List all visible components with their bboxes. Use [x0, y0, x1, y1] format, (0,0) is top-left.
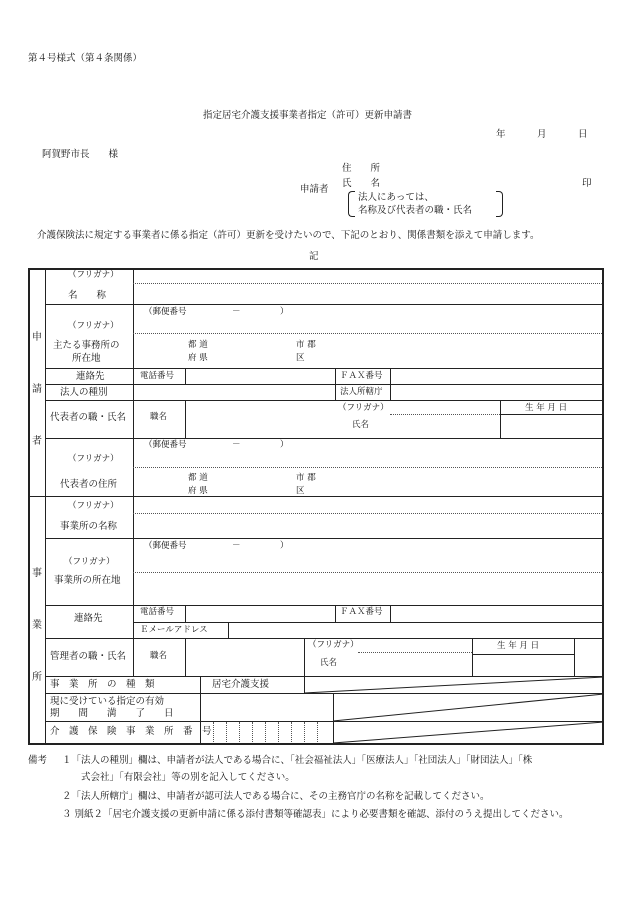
manager-label: 管理者の職・氏名: [50, 651, 127, 662]
phone-label: 電話番号: [140, 607, 175, 617]
todo-label: 都 道: [188, 473, 208, 483]
main-office-label-1: 主たる事務所の: [53, 340, 120, 351]
postal-label: （郵便番号: [144, 307, 187, 317]
office-name-label: 事業所の名称: [60, 521, 118, 532]
notes-heading: 備考: [28, 755, 48, 766]
shigun-label: 市 郡: [296, 473, 316, 483]
validity-label-1: 現に受けている指定の有効: [50, 696, 165, 707]
postal-label: （郵便番号: [144, 541, 187, 551]
intro-text: 介護保険法に規定する事業者に係る指定（許可）更新を受けたいので、下記のとおり、関係書類を添えて申請します。: [37, 230, 540, 241]
validity-label-2: 期 間 満 了 日: [50, 708, 174, 719]
form-number: 第４号様式（第４条関係）: [28, 53, 143, 64]
seal-mark: 印: [582, 178, 592, 189]
phone-label: 電話番号: [140, 371, 175, 381]
postal-close: ）: [280, 440, 289, 450]
ku-label: 区: [296, 353, 305, 363]
note-3: ３ 別紙２「居宅介護支援の更新申請に係る添付書類等確認表」により必要書類を確認、添付のうえ提出してください。: [62, 809, 569, 820]
fuken-label: 府 県: [188, 486, 208, 496]
diagonal-line: [333, 694, 604, 721]
applicant-name-label: 氏 名: [342, 178, 381, 189]
furigana-label: （フリガナ）: [68, 454, 119, 464]
office-type-value: 居宅介護支援: [212, 679, 270, 690]
diagonal-line: [304, 677, 604, 693]
side-label-ji: 事: [32, 568, 42, 579]
main-office-label-2: 所在地: [72, 353, 101, 364]
postal-label: （郵便番号: [144, 440, 187, 450]
postal-dash: －: [232, 541, 241, 551]
shokumei-label: 職名: [150, 412, 168, 422]
side-label-gyo: 業: [32, 620, 42, 631]
applicant-label: 申請者: [300, 184, 329, 195]
furigana-label: （フリガナ）: [68, 270, 119, 280]
office-address-label: 事業所の所在地: [54, 575, 121, 586]
postal-close: ）: [280, 541, 289, 551]
date-day: 日: [578, 129, 588, 140]
corp-authority-label: 法人所轄庁: [340, 387, 383, 397]
side-label-sha: 者: [32, 436, 42, 447]
side-label-sho: 所: [32, 672, 42, 683]
page-title: 指定居宅介護支援事業者指定（許可）更新申請書: [203, 110, 413, 121]
date-month: 月: [537, 129, 547, 140]
ki-mark: 記: [309, 251, 319, 262]
insurance-no-label: 介 護 保 険 事 業 所 番 号: [50, 726, 212, 737]
addressee: 阿賀野市長 様: [42, 149, 119, 160]
birth-label: 生 年 月 日: [497, 641, 540, 651]
fax-label: ＦＡＸ番号: [340, 607, 383, 617]
shigun-label: 市 郡: [296, 340, 316, 350]
office-type-label: 事 業 所 の 種 類: [50, 679, 155, 690]
corp-type-label: 法人の種別: [60, 387, 108, 398]
postal-dash: －: [232, 307, 241, 317]
date-year: 年: [496, 129, 506, 140]
applicant-address-label: 住 所: [342, 163, 381, 174]
applicant-name-label-cell: 名 称: [68, 290, 107, 301]
shimei-label: 氏名: [320, 658, 338, 668]
note-1a: １「法人の種別」欄は、申請者が法人である場合に、「社会福祉法人」「医療法人」「社団法人」「財団法人」「株: [62, 755, 533, 766]
shokumei-label: 職名: [150, 651, 168, 661]
rep-name-label: 代表者の職・氏名: [50, 412, 127, 423]
furigana-label: （フリガナ）: [68, 501, 119, 511]
side-label-shin: 申: [32, 332, 42, 343]
ku-label: 区: [296, 486, 305, 496]
diagonal-line: [333, 722, 604, 743]
postal-dash: －: [232, 440, 241, 450]
furigana-label: （フリガナ）: [68, 321, 119, 331]
rep-address-label: 代表者の住所: [60, 479, 118, 490]
furigana-label: （フリガナ）: [64, 557, 115, 567]
corp-note-1: 法人にあっては、: [358, 192, 434, 203]
postal-close: ）: [280, 307, 289, 317]
birth-label: 生 年 月 日: [525, 403, 568, 413]
note-1b: 式会社」「有限会社」等の別を記入してください。: [81, 772, 295, 783]
fuken-label: 府 県: [188, 353, 208, 363]
corp-note-2: 名称及び代表者の職・氏名: [358, 205, 473, 216]
email-label: Ｅメールアドレス: [140, 625, 208, 635]
shimei-label: 氏名: [352, 420, 370, 430]
furigana-label: （フリガナ）: [338, 403, 389, 413]
todo-label: 都 道: [188, 340, 208, 350]
office-contact-label: 連絡先: [74, 613, 103, 624]
side-label-sei: 請: [32, 384, 42, 395]
note-2: ２「法人所轄庁」欄は、申請者が認可法人である場合に、その主務官庁の名称を記載してください。: [62, 791, 490, 802]
applicant-contact-label: 連絡先: [76, 371, 105, 382]
furigana-label: （フリガナ）: [308, 640, 359, 650]
fax-label: ＦＡＸ番号: [340, 371, 383, 381]
